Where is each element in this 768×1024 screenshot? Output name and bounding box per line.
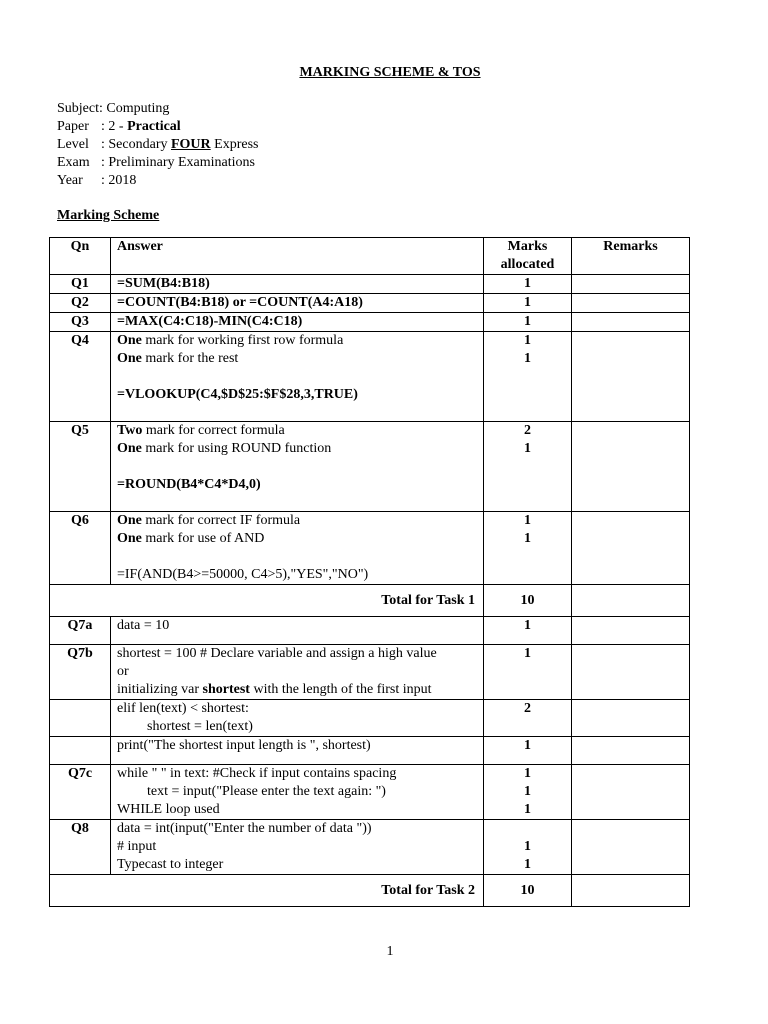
- mark-value: 1: [524, 839, 531, 854]
- table-row: [50, 332, 690, 422]
- answer-line: elif len(text) < shortest:: [117, 701, 249, 716]
- answer-line: [117, 422, 477, 440]
- row-marks: 1: [484, 645, 572, 700]
- mark-value: 1: [524, 333, 531, 348]
- answer-line: Typecast to integer: [117, 857, 224, 872]
- header-marks: [484, 238, 572, 275]
- row-qn: Q3: [50, 313, 111, 332]
- meta-paper: [57, 118, 258, 136]
- answer-line: [117, 350, 477, 368]
- row-marks: 1: [484, 617, 572, 645]
- row-answer: [111, 645, 484, 700]
- level-value: FOUR: [170, 137, 211, 152]
- answer-bold: One: [117, 351, 142, 366]
- row-marks: 1: [484, 313, 572, 332]
- table-row: [50, 422, 690, 512]
- row-qn: Q7b: [50, 645, 111, 700]
- answer-line: data = int(input("Enter the number of data ")): [117, 821, 372, 836]
- meta-year: [57, 172, 258, 190]
- row-answer: [111, 422, 484, 512]
- row-marks: [484, 422, 572, 512]
- row-remarks: [572, 275, 690, 294]
- row-remarks: [572, 645, 690, 700]
- answer-text: with the length of the first input: [249, 682, 432, 697]
- row-remarks: [572, 332, 690, 422]
- document-meta: [57, 100, 258, 190]
- answer-line: [117, 681, 477, 699]
- answer-line: or: [117, 664, 129, 679]
- row-marks: [484, 332, 572, 422]
- row-answer: =COUNT(B4:B18) or =COUNT(A4:A18): [111, 294, 484, 313]
- row-marks: [484, 765, 572, 820]
- header-answer: Answer: [111, 238, 484, 275]
- row-remarks: [572, 820, 690, 875]
- paper-prefix: : 2 -: [101, 119, 128, 134]
- row-remarks: [572, 617, 690, 645]
- row-remarks: [572, 512, 690, 585]
- answer-formula: =ROUND(B4*C4*D4,0): [117, 477, 261, 492]
- answer-text: mark for use of AND: [141, 531, 265, 546]
- row-answer: [111, 765, 484, 820]
- section-heading: Marking Scheme: [57, 208, 160, 223]
- subject-value: Computing: [106, 101, 170, 116]
- total-row: [50, 585, 690, 617]
- meta-level: [57, 136, 258, 154]
- answer-bold: One: [117, 531, 142, 546]
- level-prefix: : Secondary: [101, 137, 171, 152]
- answer-formula: =IF(AND(B4>=50000, C4>5),"YES","NO"): [117, 567, 369, 582]
- row-marks: [484, 820, 572, 875]
- answer-line: while " " in text: #Check if input contains spacing: [117, 766, 397, 781]
- row-remarks: [572, 422, 690, 512]
- table-row: [50, 294, 690, 313]
- mark-value: 1: [524, 857, 531, 872]
- answer-line: shortest = len(text): [147, 719, 253, 734]
- row-qn: Q1: [50, 275, 111, 294]
- row-marks: 1: [484, 294, 572, 313]
- total-task2-value: 10: [484, 875, 572, 907]
- year-label: Year: [57, 173, 83, 188]
- row-answer: [111, 820, 484, 875]
- row-remarks: [572, 585, 690, 617]
- answer-text: mark for working first row formula: [141, 333, 344, 348]
- table-row: [50, 820, 690, 875]
- row-answer: =MAX(C4:C18)-MIN(C4:C18): [111, 313, 484, 332]
- table-row: [50, 765, 690, 820]
- header-marks-line1: Marks: [507, 239, 548, 254]
- row-marks: 2: [484, 700, 572, 737]
- row-remarks: [572, 765, 690, 820]
- paper-label: Paper: [57, 119, 89, 134]
- row-answer: print("The shortest input length is ", shortest): [111, 737, 484, 765]
- level-label: Level: [57, 137, 89, 152]
- answer-line: shortest = 100 # Declare variable and assign a high value: [117, 646, 437, 661]
- table-row: [50, 313, 690, 332]
- level-suffix: Express: [210, 137, 259, 152]
- table-row: [50, 737, 690, 765]
- subject-label: Subject:: [57, 101, 103, 116]
- row-qn: [50, 700, 111, 737]
- row-answer: [111, 512, 484, 585]
- year-value: : 2018: [101, 173, 137, 188]
- row-qn: Q4: [50, 332, 111, 422]
- row-qn: Q7c: [50, 765, 111, 820]
- answer-bold: One: [117, 333, 142, 348]
- total-task2-label: Total for Task 2: [50, 875, 484, 907]
- mark-value: 1: [524, 441, 531, 456]
- table-row: [50, 512, 690, 585]
- header-qn: Qn: [50, 238, 111, 275]
- answer-bold: One: [117, 441, 142, 456]
- answer-bold: shortest: [202, 682, 250, 697]
- row-qn: [50, 737, 111, 765]
- row-answer: =SUM(B4:B18): [111, 275, 484, 294]
- answer-text: mark for correct IF formula: [141, 513, 301, 528]
- row-qn: Q6: [50, 512, 111, 585]
- header-marks-line2: allocated: [500, 257, 555, 272]
- mark-value: 1: [524, 766, 531, 781]
- answer-text: mark for the rest: [141, 351, 239, 366]
- answer-bold: One: [117, 513, 142, 528]
- mark-value: 1: [524, 784, 531, 799]
- table-row: [50, 645, 690, 700]
- total-task1-label: Total for Task 1: [50, 585, 484, 617]
- mark-value: 2: [524, 423, 531, 438]
- row-qn: Q5: [50, 422, 111, 512]
- row-marks: [484, 512, 572, 585]
- row-marks: 1: [484, 275, 572, 294]
- answer-line: [117, 530, 477, 548]
- row-qn: Q8: [50, 820, 111, 875]
- answer-line: # input: [117, 839, 157, 854]
- table-header-row: [50, 238, 690, 275]
- table-row: [50, 617, 690, 645]
- row-answer: [111, 700, 484, 737]
- answer-line: text = input("Please enter the text again: "): [147, 784, 386, 799]
- answer-text: mark for correct formula: [142, 423, 285, 438]
- row-remarks: [572, 737, 690, 765]
- paper-value: Practical: [127, 119, 181, 134]
- answer-line: [117, 440, 477, 458]
- header-remarks: Remarks: [572, 238, 690, 275]
- exam-value: : Preliminary Examinations: [101, 155, 255, 170]
- mark-value: 1: [524, 351, 531, 366]
- mark-value: 1: [524, 531, 531, 546]
- answer-line: [117, 332, 477, 350]
- table-row: [50, 700, 690, 737]
- row-qn: Q7a: [50, 617, 111, 645]
- row-marks: 1: [484, 737, 572, 765]
- answer-text: mark for using ROUND function: [141, 441, 332, 456]
- mark-value: 1: [524, 513, 531, 528]
- row-remarks: [572, 313, 690, 332]
- total-row: [50, 875, 690, 907]
- answer-line: WHILE loop used: [117, 802, 220, 817]
- answer-bold: Two: [117, 423, 143, 438]
- answer-formula: =VLOOKUP(C4,$D$25:$F$28,3,TRUE): [117, 387, 358, 402]
- exam-label: Exam: [57, 155, 90, 170]
- row-remarks: [572, 875, 690, 907]
- page-number: 1: [386, 944, 394, 959]
- mark-value: 1: [524, 802, 531, 817]
- answer-text: initializing var: [117, 682, 203, 697]
- meta-exam: [57, 154, 258, 172]
- row-answer: data = 10: [111, 617, 484, 645]
- marking-scheme-table: [49, 237, 690, 907]
- table-row: [50, 275, 690, 294]
- answer-line: [117, 512, 477, 530]
- row-remarks: [572, 294, 690, 313]
- row-answer: [111, 332, 484, 422]
- document-title: MARKING SCHEME & TOS: [299, 65, 481, 80]
- row-qn: Q2: [50, 294, 111, 313]
- meta-subject: [57, 100, 258, 118]
- row-remarks: [572, 700, 690, 737]
- total-task1-value: 10: [484, 585, 572, 617]
